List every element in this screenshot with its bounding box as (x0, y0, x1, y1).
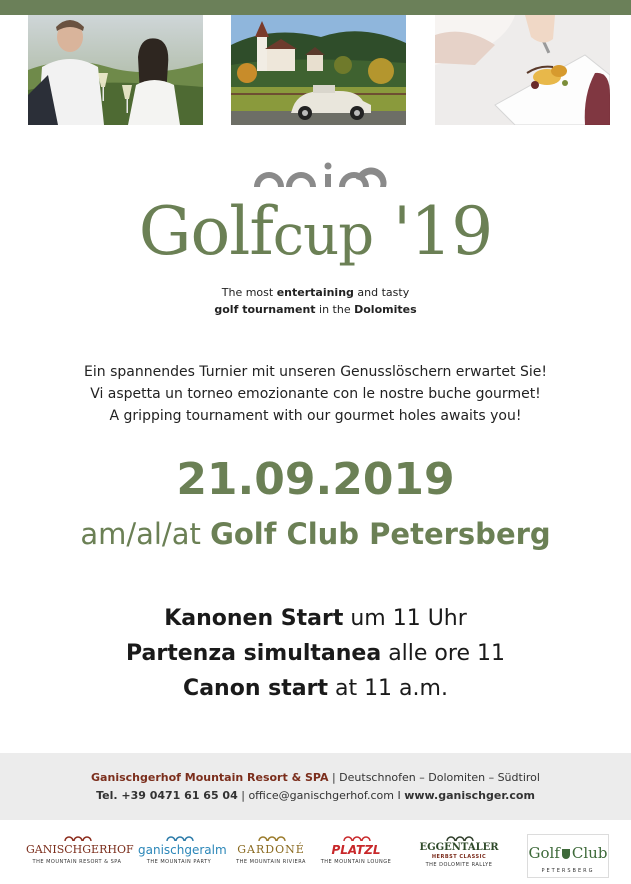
website-link[interactable]: www.ganischger.com (404, 789, 535, 802)
logo-platzl: PLATZL THE MOUNTAIN LOUNGE (318, 834, 394, 878)
shield-icon (562, 849, 570, 859)
wine-couple-photo (28, 15, 203, 125)
resort-location: | Deutschnofen – Dolomiten – Südtirol (328, 771, 540, 784)
tagline-bold: golf tournament (214, 303, 316, 316)
start-time: alle ore 11 (381, 641, 505, 666)
logo-eggentaler: EGGENTALER HERBST CLASSIC THE DOLOMITE RALLYE (404, 834, 514, 878)
event-venue (0, 512, 631, 556)
ganis-brand-logo (0, 157, 631, 189)
venue-name: Golf Club Petersberg (210, 517, 551, 551)
logo-ganischgerhof: GANISCHGERHOF THE MOUNTAIN RESORT & SPA (26, 834, 128, 878)
resort-name: Ganischgerhof Mountain Resort & SPA (91, 771, 329, 784)
intro-text (0, 361, 631, 427)
intro-line-it: Vi aspetta un torneo emozionante con le nostre buche gourmet! (90, 386, 541, 402)
venue-prefix: am/al/at (80, 517, 211, 551)
tagline-bold: Dolomites (354, 303, 417, 316)
start-label: Canon start (183, 676, 328, 701)
top-accent-bar (0, 0, 631, 15)
gourmet-dish-photo (435, 15, 610, 125)
title-golf: Golf (138, 193, 273, 270)
logo-golfclub-petersberg: Golf Club PETERSBERG (527, 834, 609, 878)
tagline-bold: entertaining (276, 286, 354, 299)
logo-gardone: GARDONÉ THE MOUNTAIN RIVIERA (232, 834, 310, 878)
start-info (0, 601, 631, 706)
start-time: at 11 a.m. (327, 676, 448, 701)
separator: I (393, 789, 405, 802)
tagline-text: in the (315, 303, 355, 316)
start-time: um 11 Uhr (343, 606, 467, 631)
contact-footer (0, 753, 631, 820)
title-cup: cup (272, 203, 374, 268)
tagline (0, 284, 631, 318)
event-date: 21.09.2019 (176, 454, 455, 505)
phone-number[interactable]: Tel. +39 0471 61 65 04 (96, 789, 238, 802)
partner-logos (0, 834, 631, 878)
event-title (0, 192, 631, 276)
title-year: '19 (373, 193, 493, 270)
start-line-it (0, 636, 631, 671)
separator: | (237, 789, 249, 802)
intro-line-en: A gripping tournament with our gourmet holes awaits you! (109, 408, 522, 424)
church-vintage-car-photo (231, 15, 406, 125)
tagline-text: The most (221, 286, 277, 299)
start-line-de (0, 601, 631, 636)
start-label: Kanonen Start (164, 606, 344, 631)
intro-line-de: Ein spannendes Turnier mit unseren Genusslöschern erwartet Sie! (84, 364, 547, 380)
tagline-text: and tasty (353, 286, 410, 299)
email-link[interactable]: office@ganischgerhof.com (248, 789, 394, 802)
start-label: Partenza simultanea (126, 641, 382, 666)
logo-ganischgeralm: ganischgeralm THE MOUNTAIN PARTY (138, 834, 220, 878)
start-line-en (0, 671, 631, 706)
